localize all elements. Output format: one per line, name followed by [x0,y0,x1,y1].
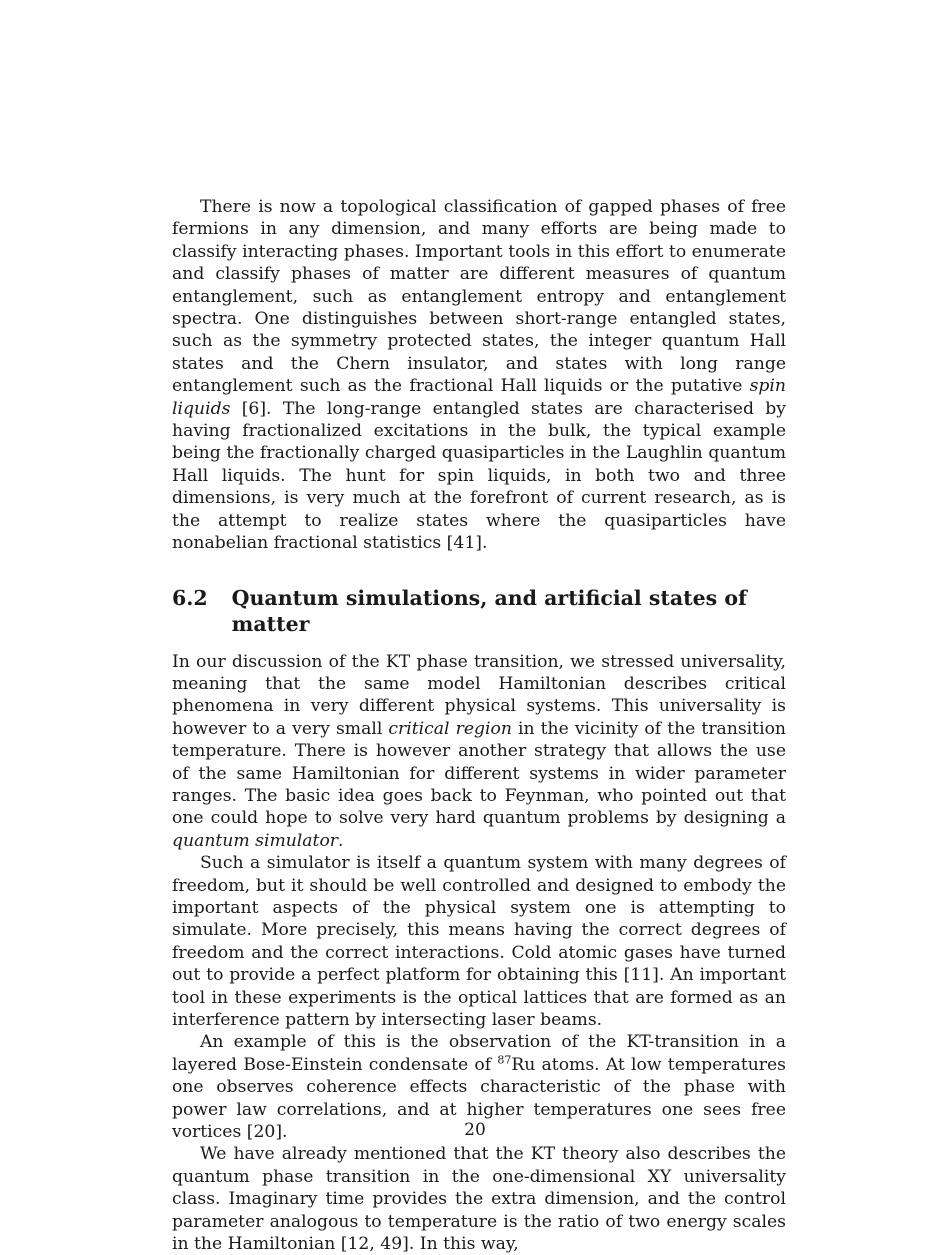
paragraph-topological-classification: There is now a topological classification of gapped phases of free fermions in any dimension, and many efforts are being made to classify interacting phases. Important tools in this effort to enumerate and classify phases of matter are different measures of quantum entanglement, such as entanglement entropy and entanglement spectra. One distinguishes between short-range entangled states, such as the symmetry protected states, the integer quantum Hall states and the Chern insulator, and states with long range entanglement such as the fractional Hall liquids or the putative spin liquids [6]. The long-range entangled states are characterised by having fractionalized excitations in the bulk, the typical example being the fractionally charged quasiparticles in the Laughlin quantum Hall liquids. The hunt for spin liquids, in both two and three dimensions, is very much at the forefront of current research, as is the attempt to realize states where the quasiparticles have nonabelian fractional statistics [41]. [172,197,786,554]
paragraph-quantum-phase-transition: We have already mentioned that the KT theory also describes the quantum phase transition in the one-dimensional XY universality class. Imaginary time provides the extra dimension, and the control parameter analogous to temperature is the ratio of two energy scales in the Hamiltonian [12, 49]. In this way, [172,1144,786,1255]
text-column [172,196,786,1255]
page-number: 20 [464,1120,486,1140]
section-heading [172,585,786,637]
paragraph-kt-universality: In our discussion of the KT phase transition, we stressed universality, meaning that the same model Hamiltonian describes critical phenomena in very different physical systems. This universality is however to a very small critical region in the vicinity of the transition temperature. There is however another strategy that allows the use of the same Hamiltonian for different systems in wider parameter ranges. The basic idea goes back to Feynman, who pointed out that one could hope to solve very hard quantum problems by designing a quantum simulator. [172,651,786,851]
paragraph-bec-example: An example of this is the observation of the KT-transition in a layered Bose-Einstein condensate of $^{87}$Ru atoms. At low temperatures one observes coherence effects characteristic of the phase with power law correlations, and at higher temperatures one sees free vortices [20]. [172,1032,786,1143]
paragraph-simulator: Such a simulator is itself a quantum system with many degrees of freedom, but it should be well controlled and designed to embody the important aspects of the physical system one is attempting to simulate. More precisely, this means having the correct degrees of freedom and the correct interactions. Cold atomic gases have turned out to provide a perfect platform for obtaining this [11]. An important tool in these experiments is the optical lattices that are formed as an interference pattern by intersecting laser beams. [172,853,786,1030]
section-title: Quantum simulations, and artificial states of matter [231,585,747,636]
section-number: 6.2 [172,585,208,610]
